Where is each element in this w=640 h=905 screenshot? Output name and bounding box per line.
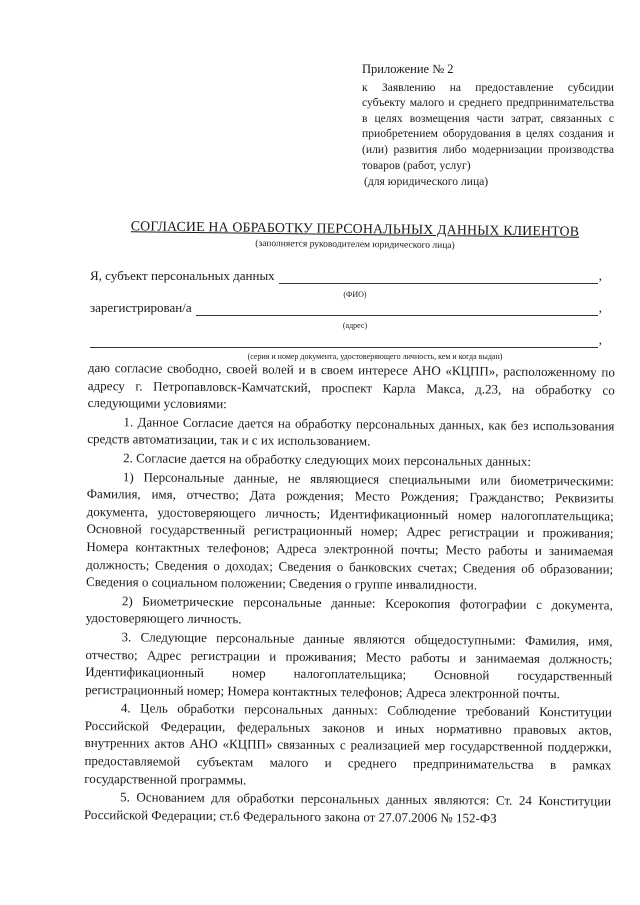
passport-blank-line[interactable]: [90, 335, 598, 348]
appendix-body: к Заявлению на предоставление субсидии субъекту малого и среднего предпринимательства в целях возмещения части затрат, связанных с приобретением оборудования в целях создания и (или) развития либо модернизации производства товаров (работ, услуг): [362, 80, 614, 172]
registered-label: зарегистрирован/а: [90, 300, 192, 315]
consent-item-2-1: 1) Персональные данные, не являющиеся специальными или биометрическими: Фамилия, имя, отчество; Дата рождения; Место Рождения; Гражданство; Реквизиты документа, удостоверяющего личность; Идентификационный номер налогоплательщика; Основной государственный регистрационный номер; Адрес регистрации и проживания; Номера контактных телефонов; Адреса электронной почты; Место работы и занимаемая должность; Сведения о доходах; Сведения о банковских счетах; Сведения об образовании; Сведения о социальном положении; Сведения о группе инвалидности.: [85, 468, 615, 593]
subject-label: Я, субъект персональных данных: [90, 268, 275, 283]
passport-hint: (серия и номер документа, удостоверяющего личность, кем и когда выдан): [247, 352, 503, 361]
document-title: СОГЛАСИЕ НА ОБРАБОТКУ ПЕРСОНАЛЬНЫХ ДАННЫХ КЛИЕНТОВ: [130, 218, 580, 239]
address-comma: ,: [598, 300, 602, 315]
address-blank-line[interactable]: [196, 303, 598, 316]
address-hint: (адрес): [342, 321, 368, 330]
consent-item-3: 3. Следующие персональные данные являются общедоступными: Фамилия, имя, отчество; Адрес регистрации и проживания; Место работы и занимаемая должность; Идентификационный номер налогоплательщика; Основной государственный регистрационный номер; Номера контактных телефонов; Адреса электронной почты.: [85, 629, 613, 701]
consent-item-5: 5. Основанием для обработки персональных данных являются: Ст. 24 Конституции Российской Федерации; ст.6 Федерального закона от 27.07.2006 № 152-ФЗ: [83, 789, 612, 826]
fio-hint: (ФИО): [343, 290, 367, 299]
consent-intro: даю согласие свободно, своей волей и в своем интересе АНО «КЦПП», расположенному по адресу г. Петропавловск-Камчатский, проспект Карла Макса, д.23, на обработку со следующими условиями:: [87, 359, 615, 412]
consent-body: [84, 359, 615, 828]
appendix-header: [362, 62, 614, 190]
passport-comma: ,: [598, 332, 602, 347]
subject-name-field[interactable]: [90, 268, 602, 284]
appendix-note: (для юридического лица): [364, 175, 489, 189]
appendix-title: Приложение № 2: [362, 62, 454, 76]
passport-field[interactable]: [90, 332, 602, 348]
consent-item-4: 4. Цель обработки персональных данных: Соблюдение требований Конституции Российской Федерации, федеральных законов и иных нормативно правовых актов, внутренних актов АНО «КЦПП» связанных с реализацией мер государственной поддержки, предоставляемой субъектам малого и среднего предпринимательства в рамках государственной программы.: [84, 700, 613, 788]
consent-item-2: 2. Согласие дается на обработку следующих моих персональных данных:: [123, 450, 532, 469]
fio-blank-line[interactable]: [279, 271, 598, 284]
fio-comma: ,: [598, 268, 602, 283]
document-subtitle: (заполняется руководителем юридического лица): [255, 238, 455, 252]
consent-item-1: 1. Данное Согласие дается на обработку персональных данных, как без использования средств автоматизации, так и с их использованием.: [87, 414, 615, 449]
consent-item-2-2: 2) Биометрические персональные данные: Ксерокопия фотографии с документа, удостоверяющего личность.: [85, 593, 613, 627]
registered-address-field[interactable]: [90, 300, 602, 316]
